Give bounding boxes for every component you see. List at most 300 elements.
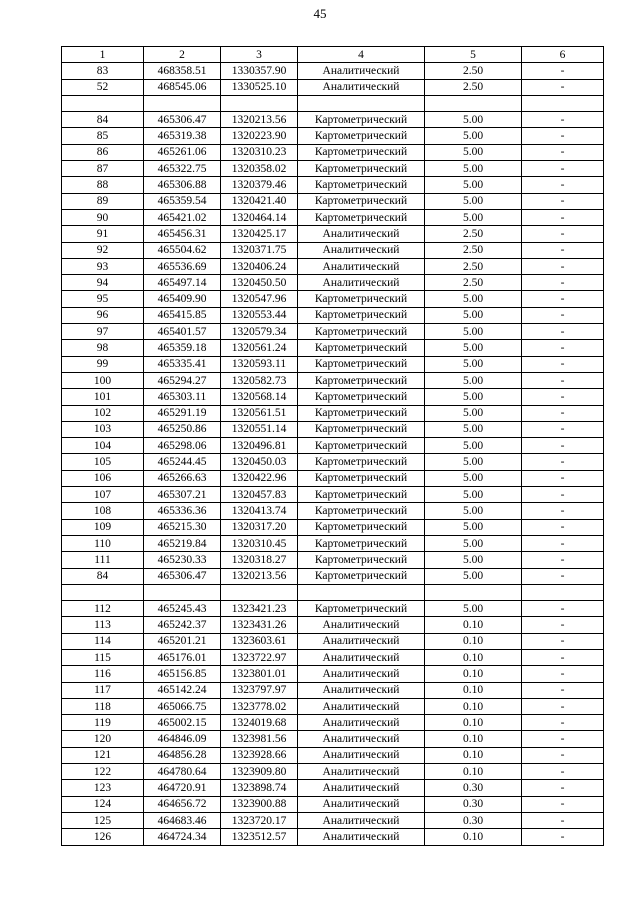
accuracy-cell: 2.50 — [425, 275, 522, 291]
method-cell: Аналитический — [298, 79, 425, 95]
method-cell: Картометрический — [298, 193, 425, 209]
point-number-cell — [62, 584, 144, 600]
table-row — [62, 503, 604, 519]
point-number-cell: 100 — [62, 372, 144, 388]
method-cell: Картометрический — [298, 601, 425, 617]
x-coordinate-cell: 465201.21 — [144, 633, 221, 649]
method-cell: Аналитический — [298, 633, 425, 649]
accuracy-cell: 0.10 — [425, 764, 522, 780]
y-coordinate-cell: 1320561.24 — [221, 340, 298, 356]
note-cell: - — [522, 421, 604, 437]
accuracy-cell: 0.30 — [425, 796, 522, 812]
y-coordinate-cell: 1320310.45 — [221, 535, 298, 551]
x-coordinate-cell: 465336.36 — [144, 503, 221, 519]
point-number-cell: 103 — [62, 421, 144, 437]
x-coordinate-cell: 465421.02 — [144, 209, 221, 225]
accuracy-cell: 5.00 — [425, 601, 522, 617]
table-row — [62, 715, 604, 731]
note-cell: - — [522, 242, 604, 258]
point-number-cell: 110 — [62, 535, 144, 551]
table-row — [62, 829, 604, 845]
accuracy-cell: 5.00 — [425, 209, 522, 225]
y-coordinate-cell: 1320413.74 — [221, 503, 298, 519]
y-coordinate-cell: 1320579.34 — [221, 324, 298, 340]
note-cell: - — [522, 666, 604, 682]
y-coordinate-cell: 1323981.56 — [221, 731, 298, 747]
method-cell: Картометрический — [298, 389, 425, 405]
method-cell: Картометрический — [298, 128, 425, 144]
method-cell — [298, 95, 425, 111]
accuracy-cell: 5.00 — [425, 112, 522, 128]
table-row — [62, 372, 604, 388]
note-cell: - — [522, 128, 604, 144]
accuracy-cell: 0.10 — [425, 682, 522, 698]
table-row — [62, 535, 604, 551]
note-cell: - — [522, 275, 604, 291]
point-number-cell: 83 — [62, 63, 144, 79]
note-cell: - — [522, 307, 604, 323]
point-number-cell: 107 — [62, 487, 144, 503]
table-row — [62, 275, 604, 291]
table-row — [62, 617, 604, 633]
accuracy-cell: 5.00 — [425, 503, 522, 519]
method-cell: Картометрический — [298, 454, 425, 470]
x-coordinate-cell: 465176.01 — [144, 649, 221, 665]
accuracy-cell: 0.10 — [425, 617, 522, 633]
y-coordinate-cell: 1320317.20 — [221, 519, 298, 535]
point-number-cell: 101 — [62, 389, 144, 405]
column-header: 2 — [144, 47, 221, 63]
method-cell: Аналитический — [298, 812, 425, 828]
accuracy-cell: 2.50 — [425, 242, 522, 258]
note-cell — [522, 584, 604, 600]
method-cell: Картометрический — [298, 161, 425, 177]
method-cell: Аналитический — [298, 780, 425, 796]
note-cell: - — [522, 63, 604, 79]
table-separator-row — [62, 584, 604, 600]
accuracy-cell: 0.10 — [425, 666, 522, 682]
table-row — [62, 79, 604, 95]
note-cell: - — [522, 633, 604, 649]
accuracy-cell — [425, 95, 522, 111]
accuracy-cell: 0.30 — [425, 812, 522, 828]
table-row — [62, 470, 604, 486]
note-cell: - — [522, 682, 604, 698]
table-row — [62, 519, 604, 535]
method-cell: Картометрический — [298, 519, 425, 535]
y-coordinate-cell: 1330357.90 — [221, 63, 298, 79]
note-cell — [522, 95, 604, 111]
accuracy-cell: 0.10 — [425, 649, 522, 665]
y-coordinate-cell: 1320371.75 — [221, 242, 298, 258]
x-coordinate-cell — [144, 95, 221, 111]
table-row — [62, 633, 604, 649]
y-coordinate-cell — [221, 95, 298, 111]
method-cell: Картометрический — [298, 405, 425, 421]
note-cell: - — [522, 487, 604, 503]
note-cell: - — [522, 764, 604, 780]
x-coordinate-cell: 465415.85 — [144, 307, 221, 323]
x-coordinate-cell: 465242.37 — [144, 617, 221, 633]
y-coordinate-cell: 1320422.96 — [221, 470, 298, 486]
table-row — [62, 780, 604, 796]
y-coordinate-cell: 1323778.02 — [221, 698, 298, 714]
note-cell: - — [522, 405, 604, 421]
y-coordinate-cell: 1320457.83 — [221, 487, 298, 503]
method-cell: Аналитический — [298, 666, 425, 682]
point-number-cell: 111 — [62, 552, 144, 568]
y-coordinate-cell: 1320553.44 — [221, 307, 298, 323]
method-cell: Картометрический — [298, 503, 425, 519]
y-coordinate-cell: 1320223.90 — [221, 128, 298, 144]
note-cell: - — [522, 503, 604, 519]
table-row — [62, 649, 604, 665]
note-cell: - — [522, 454, 604, 470]
point-number-cell: 95 — [62, 291, 144, 307]
accuracy-cell: 5.00 — [425, 307, 522, 323]
accuracy-cell: 0.10 — [425, 731, 522, 747]
y-coordinate-cell: 1330525.10 — [221, 79, 298, 95]
x-coordinate-cell: 465409.90 — [144, 291, 221, 307]
accuracy-cell: 0.10 — [425, 829, 522, 845]
x-coordinate-cell: 465298.06 — [144, 438, 221, 454]
point-number-cell: 105 — [62, 454, 144, 470]
note-cell: - — [522, 177, 604, 193]
note-cell: - — [522, 356, 604, 372]
point-number-cell: 52 — [62, 79, 144, 95]
x-coordinate-cell: 464656.72 — [144, 796, 221, 812]
method-cell: Картометрический — [298, 291, 425, 307]
y-coordinate-cell: 1323900.88 — [221, 796, 298, 812]
x-coordinate-cell: 465401.57 — [144, 324, 221, 340]
table-row — [62, 796, 604, 812]
table-row — [62, 487, 604, 503]
note-cell: - — [522, 747, 604, 763]
y-coordinate-cell — [221, 584, 298, 600]
method-cell: Аналитический — [298, 617, 425, 633]
point-number-cell: 84 — [62, 568, 144, 584]
x-coordinate-cell: 465306.47 — [144, 112, 221, 128]
y-coordinate-cell: 1320450.03 — [221, 454, 298, 470]
x-coordinate-cell: 465230.33 — [144, 552, 221, 568]
x-coordinate-cell: 465245.43 — [144, 601, 221, 617]
table-row — [62, 242, 604, 258]
y-coordinate-cell: 1323603.61 — [221, 633, 298, 649]
point-number-cell — [62, 95, 144, 111]
note-cell: - — [522, 617, 604, 633]
accuracy-cell: 5.00 — [425, 389, 522, 405]
table-row — [62, 698, 604, 714]
method-cell: Картометрический — [298, 340, 425, 356]
x-coordinate-cell: 465156.85 — [144, 666, 221, 682]
note-cell: - — [522, 226, 604, 242]
method-cell: Картометрический — [298, 356, 425, 372]
accuracy-cell: 5.00 — [425, 454, 522, 470]
column-header: 6 — [522, 47, 604, 63]
note-cell: - — [522, 144, 604, 160]
table-row — [62, 405, 604, 421]
y-coordinate-cell: 1320496.81 — [221, 438, 298, 454]
method-cell: Аналитический — [298, 829, 425, 845]
table-body — [62, 63, 604, 845]
accuracy-cell: 5.00 — [425, 438, 522, 454]
x-coordinate-cell: 465294.27 — [144, 372, 221, 388]
table-row — [62, 568, 604, 584]
accuracy-cell: 2.50 — [425, 79, 522, 95]
point-number-cell: 108 — [62, 503, 144, 519]
method-cell — [298, 584, 425, 600]
method-cell: Аналитический — [298, 649, 425, 665]
note-cell: - — [522, 161, 604, 177]
note-cell: - — [522, 568, 604, 584]
y-coordinate-cell: 1320213.56 — [221, 112, 298, 128]
accuracy-cell: 2.50 — [425, 226, 522, 242]
point-number-cell: 121 — [62, 747, 144, 763]
method-cell: Картометрический — [298, 552, 425, 568]
note-cell: - — [522, 649, 604, 665]
method-cell: Картометрический — [298, 372, 425, 388]
accuracy-cell: 5.00 — [425, 193, 522, 209]
y-coordinate-cell: 1320547.96 — [221, 291, 298, 307]
y-coordinate-cell: 1323928.66 — [221, 747, 298, 763]
table-row — [62, 731, 604, 747]
point-number-cell: 86 — [62, 144, 144, 160]
x-coordinate-cell: 465142.24 — [144, 682, 221, 698]
note-cell: - — [522, 535, 604, 551]
y-coordinate-cell: 1324019.68 — [221, 715, 298, 731]
method-cell: Картометрический — [298, 307, 425, 323]
x-coordinate-cell: 465066.75 — [144, 698, 221, 714]
accuracy-cell: 0.30 — [425, 780, 522, 796]
accuracy-cell: 5.00 — [425, 340, 522, 356]
x-coordinate-cell: 465319.38 — [144, 128, 221, 144]
point-number-cell: 113 — [62, 617, 144, 633]
y-coordinate-cell: 1323722.97 — [221, 649, 298, 665]
point-number-cell: 116 — [62, 666, 144, 682]
method-cell: Аналитический — [298, 275, 425, 291]
method-cell: Аналитический — [298, 258, 425, 274]
accuracy-cell: 0.10 — [425, 633, 522, 649]
accuracy-cell: 5.00 — [425, 372, 522, 388]
method-cell: Аналитический — [298, 796, 425, 812]
x-coordinate-cell: 465303.11 — [144, 389, 221, 405]
note-cell: - — [522, 829, 604, 845]
x-coordinate-cell: 465219.84 — [144, 535, 221, 551]
method-cell: Картометрический — [298, 324, 425, 340]
accuracy-cell: 5.00 — [425, 177, 522, 193]
table-row — [62, 682, 604, 698]
table-row — [62, 112, 604, 128]
accuracy-cell: 5.00 — [425, 324, 522, 340]
point-number-cell: 104 — [62, 438, 144, 454]
y-coordinate-cell: 1320358.02 — [221, 161, 298, 177]
table-row — [62, 226, 604, 242]
accuracy-cell: 2.50 — [425, 258, 522, 274]
note-cell: - — [522, 601, 604, 617]
method-cell: Аналитический — [298, 747, 425, 763]
y-coordinate-cell: 1320421.40 — [221, 193, 298, 209]
x-coordinate-cell: 465261.06 — [144, 144, 221, 160]
y-coordinate-cell: 1320464.14 — [221, 209, 298, 225]
note-cell: - — [522, 258, 604, 274]
point-number-cell: 90 — [62, 209, 144, 225]
x-coordinate-cell: 464856.28 — [144, 747, 221, 763]
point-number-cell: 91 — [62, 226, 144, 242]
table-row — [62, 307, 604, 323]
note-cell: - — [522, 389, 604, 405]
table-row — [62, 291, 604, 307]
x-coordinate-cell: 465307.21 — [144, 487, 221, 503]
note-cell: - — [522, 438, 604, 454]
x-coordinate-cell: 465244.45 — [144, 454, 221, 470]
y-coordinate-cell: 1320425.17 — [221, 226, 298, 242]
point-number-cell: 112 — [62, 601, 144, 617]
point-number-cell: 99 — [62, 356, 144, 372]
table-row — [62, 177, 604, 193]
page-number: 45 — [313, 6, 327, 21]
x-coordinate-cell: 468358.51 — [144, 63, 221, 79]
method-cell: Аналитический — [298, 226, 425, 242]
method-cell: Картометрический — [298, 568, 425, 584]
table-row — [62, 209, 604, 225]
table-row — [62, 438, 604, 454]
x-coordinate-cell: 465266.63 — [144, 470, 221, 486]
point-number-cell: 88 — [62, 177, 144, 193]
y-coordinate-cell: 1323797.97 — [221, 682, 298, 698]
y-coordinate-cell: 1320450.50 — [221, 275, 298, 291]
table-row — [62, 454, 604, 470]
column-header: 5 — [425, 47, 522, 63]
y-coordinate-cell: 1323898.74 — [221, 780, 298, 796]
method-cell: Картометрический — [298, 470, 425, 486]
table-row — [62, 193, 604, 209]
point-number-cell: 98 — [62, 340, 144, 356]
x-coordinate-cell: 465306.47 — [144, 568, 221, 584]
accuracy-cell: 5.00 — [425, 144, 522, 160]
x-coordinate-cell: 465497.14 — [144, 275, 221, 291]
point-number-cell: 96 — [62, 307, 144, 323]
note-cell: - — [522, 79, 604, 95]
x-coordinate-cell: 464720.91 — [144, 780, 221, 796]
accuracy-cell: 0.10 — [425, 698, 522, 714]
point-number-cell: 123 — [62, 780, 144, 796]
note-cell: - — [522, 812, 604, 828]
x-coordinate-cell: 464683.46 — [144, 812, 221, 828]
x-coordinate-cell: 465335.41 — [144, 356, 221, 372]
table-row — [62, 340, 604, 356]
note-cell: - — [522, 291, 604, 307]
y-coordinate-cell: 1320582.73 — [221, 372, 298, 388]
y-coordinate-cell: 1320213.56 — [221, 568, 298, 584]
point-number-cell: 102 — [62, 405, 144, 421]
method-cell: Картометрический — [298, 144, 425, 160]
x-coordinate-cell: 465291.19 — [144, 405, 221, 421]
y-coordinate-cell: 1320406.24 — [221, 258, 298, 274]
accuracy-cell: 5.00 — [425, 291, 522, 307]
method-cell: Аналитический — [298, 63, 425, 79]
y-coordinate-cell: 1323512.57 — [221, 829, 298, 845]
point-number-cell: 109 — [62, 519, 144, 535]
accuracy-cell: 5.00 — [425, 552, 522, 568]
accuracy-cell: 0.10 — [425, 715, 522, 731]
point-number-cell: 125 — [62, 812, 144, 828]
point-number-cell: 124 — [62, 796, 144, 812]
accuracy-cell: 5.00 — [425, 356, 522, 372]
accuracy-cell: 0.10 — [425, 747, 522, 763]
column-header: 4 — [298, 47, 425, 63]
table-row — [62, 144, 604, 160]
note-cell: - — [522, 731, 604, 747]
coordinates-table — [61, 46, 604, 846]
x-coordinate-cell: 465359.54 — [144, 193, 221, 209]
x-coordinate-cell: 465002.15 — [144, 715, 221, 731]
table-row — [62, 63, 604, 79]
x-coordinate-cell: 465306.88 — [144, 177, 221, 193]
y-coordinate-cell: 1320318.27 — [221, 552, 298, 568]
method-cell: Картометрический — [298, 438, 425, 454]
note-cell: - — [522, 340, 604, 356]
table-row — [62, 812, 604, 828]
note-cell: - — [522, 715, 604, 731]
table-row — [62, 389, 604, 405]
method-cell: Аналитический — [298, 731, 425, 747]
point-number-cell: 84 — [62, 112, 144, 128]
point-number-cell: 85 — [62, 128, 144, 144]
method-cell: Аналитический — [298, 242, 425, 258]
accuracy-cell: 2.50 — [425, 63, 522, 79]
point-number-cell: 92 — [62, 242, 144, 258]
accuracy-cell: 5.00 — [425, 470, 522, 486]
column-header: 3 — [221, 47, 298, 63]
note-cell: - — [522, 796, 604, 812]
point-number-cell: 87 — [62, 161, 144, 177]
y-coordinate-cell: 1320310.23 — [221, 144, 298, 160]
point-number-cell: 115 — [62, 649, 144, 665]
note-cell: - — [522, 698, 604, 714]
y-coordinate-cell: 1320568.14 — [221, 389, 298, 405]
point-number-cell: 117 — [62, 682, 144, 698]
method-cell: Картометрический — [298, 177, 425, 193]
method-cell: Аналитический — [298, 715, 425, 731]
x-coordinate-cell: 464846.09 — [144, 731, 221, 747]
table-row — [62, 128, 604, 144]
point-number-cell: 120 — [62, 731, 144, 747]
table-separator-row — [62, 95, 604, 111]
point-number-cell: 89 — [62, 193, 144, 209]
method-cell: Картометрический — [298, 112, 425, 128]
note-cell: - — [522, 112, 604, 128]
x-coordinate-cell: 465504.62 — [144, 242, 221, 258]
method-cell: Аналитический — [298, 698, 425, 714]
x-coordinate-cell: 465536.69 — [144, 258, 221, 274]
note-cell: - — [522, 519, 604, 535]
note-cell: - — [522, 552, 604, 568]
point-number-cell: 106 — [62, 470, 144, 486]
y-coordinate-cell: 1323421.23 — [221, 601, 298, 617]
x-coordinate-cell: 465215.30 — [144, 519, 221, 535]
x-coordinate-cell: 465250.86 — [144, 421, 221, 437]
table-row — [62, 161, 604, 177]
table-row — [62, 747, 604, 763]
point-number-cell: 126 — [62, 829, 144, 845]
table-row — [62, 552, 604, 568]
point-number-cell: 114 — [62, 633, 144, 649]
point-number-cell: 119 — [62, 715, 144, 731]
accuracy-cell: 5.00 — [425, 128, 522, 144]
table-row — [62, 324, 604, 340]
y-coordinate-cell: 1323909.80 — [221, 764, 298, 780]
accuracy-cell: 5.00 — [425, 519, 522, 535]
